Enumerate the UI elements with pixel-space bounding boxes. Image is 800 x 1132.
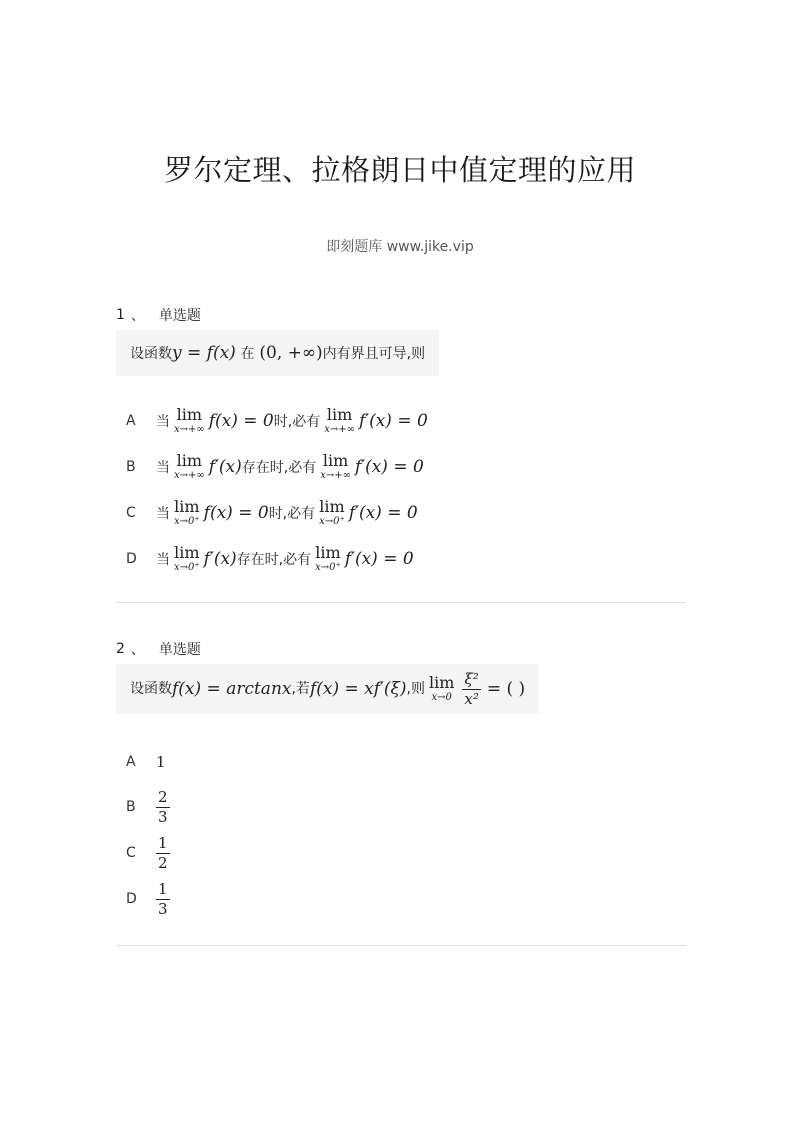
question-header bbox=[116, 304, 686, 326]
option-a[interactable] bbox=[116, 740, 686, 784]
option-content bbox=[156, 499, 418, 527]
cond-expression: f′(x) bbox=[203, 549, 237, 569]
cond-tail: 存在时,必有 bbox=[241, 460, 317, 476]
fraction-denominator: x² bbox=[464, 689, 479, 708]
option-d[interactable] bbox=[116, 536, 686, 582]
question-1 bbox=[116, 304, 686, 582]
option-content bbox=[156, 407, 428, 435]
option-d[interactable] bbox=[116, 876, 686, 922]
limit-operator bbox=[320, 453, 351, 481]
fraction-denominator: 3 bbox=[158, 807, 168, 826]
options-list bbox=[116, 740, 686, 922]
lim-word: lim bbox=[428, 673, 455, 692]
cond-tail: 时,必有 bbox=[268, 506, 316, 522]
lim-subscript: x→0⁺ bbox=[315, 562, 341, 573]
result-expression: f′(x) = 0 bbox=[344, 549, 414, 569]
stem-prefix: 设函数 bbox=[130, 681, 172, 697]
option-letter: D bbox=[126, 551, 137, 567]
lim-subscript: x→0⁺ bbox=[174, 516, 200, 527]
divider bbox=[116, 945, 686, 946]
lim-subscript: x→+∞ bbox=[320, 470, 351, 481]
option-cond-word: 当 bbox=[156, 460, 170, 476]
cond-tail: 存在时,必有 bbox=[236, 552, 312, 568]
options-list bbox=[116, 398, 686, 582]
lim-subscript: x→+∞ bbox=[174, 470, 205, 481]
source-line: 即刻题库 www.jike.vip bbox=[326, 239, 474, 255]
limit-operator bbox=[315, 545, 341, 573]
cond-expression: f(x) = 0 bbox=[203, 503, 269, 523]
lim-subscript: x→0⁺ bbox=[319, 516, 345, 527]
cond-tail: 时,必有 bbox=[273, 414, 321, 430]
option-letter: A bbox=[126, 413, 136, 429]
lim-word: lim bbox=[176, 451, 203, 470]
stem-mid: 在 bbox=[240, 346, 255, 362]
limit-operator bbox=[174, 407, 205, 435]
stem-formula: y = f(x) bbox=[172, 343, 236, 363]
stem-then: ,则 bbox=[406, 681, 425, 697]
option-letter: C bbox=[126, 845, 136, 861]
fraction-denominator: 3 bbox=[158, 899, 168, 918]
limit-operator bbox=[174, 499, 200, 527]
stem-equation: f(x) = xf′(ξ) bbox=[309, 679, 407, 699]
lim-subscript: x→+∞ bbox=[324, 424, 355, 435]
option-b[interactable] bbox=[116, 444, 686, 490]
fraction-denominator: 2 bbox=[158, 853, 168, 872]
option-content bbox=[156, 545, 414, 573]
option-c[interactable] bbox=[116, 490, 686, 536]
option-c[interactable] bbox=[116, 830, 686, 876]
stem-formula: f(x) = arctanx bbox=[172, 679, 292, 699]
option-cond-word: 当 bbox=[156, 414, 170, 430]
limit-operator bbox=[174, 453, 205, 481]
option-cond-word: 当 bbox=[156, 506, 170, 522]
divider bbox=[116, 602, 686, 603]
question-number: 2 bbox=[116, 641, 125, 657]
stem-interval: (0, +∞) bbox=[259, 343, 323, 363]
option-letter: D bbox=[126, 891, 137, 907]
cond-expression: f′(x) bbox=[208, 457, 242, 477]
option-content bbox=[156, 453, 424, 481]
lim-word: lim bbox=[315, 543, 341, 562]
lim-subscript: x→0⁺ bbox=[174, 562, 200, 573]
lim-word: lim bbox=[174, 497, 200, 516]
question-header bbox=[116, 638, 686, 660]
cond-expression: f(x) = 0 bbox=[208, 411, 274, 431]
question-separator: 、 bbox=[130, 642, 145, 658]
lim-subscript: x→+∞ bbox=[174, 424, 205, 435]
lim-word: lim bbox=[319, 497, 345, 516]
option-fraction bbox=[156, 879, 170, 918]
option-fraction bbox=[156, 833, 170, 872]
page-title: 罗尔定理、拉格朗日中值定理的应用 bbox=[163, 153, 636, 187]
stem-suffix: 内有界且可导,则 bbox=[322, 346, 426, 362]
lim-word: lim bbox=[322, 451, 349, 470]
option-content bbox=[156, 879, 170, 918]
fraction-numerator: 1 bbox=[158, 833, 168, 852]
fraction-numerator: 1 bbox=[158, 879, 168, 898]
question-type: 单选题 bbox=[158, 308, 201, 324]
stem-tail: = ( ) bbox=[486, 679, 526, 699]
option-letter: A bbox=[126, 754, 136, 770]
question-separator: 、 bbox=[130, 308, 145, 324]
lim-word: lim bbox=[326, 405, 353, 424]
option-value: 1 bbox=[156, 753, 166, 771]
question-stem bbox=[116, 330, 439, 376]
limit-operator bbox=[319, 499, 345, 527]
option-letter: C bbox=[126, 505, 136, 521]
limit-operator bbox=[174, 545, 200, 573]
question-type: 单选题 bbox=[158, 642, 201, 658]
result-expression: f′(x) = 0 bbox=[348, 503, 418, 523]
option-a[interactable] bbox=[116, 398, 686, 444]
result-expression: f′(x) = 0 bbox=[358, 411, 428, 431]
lim-word: lim bbox=[174, 543, 200, 562]
question-stem bbox=[116, 664, 539, 714]
option-letter: B bbox=[126, 459, 136, 475]
option-cond-word: 当 bbox=[156, 552, 170, 568]
question-2 bbox=[116, 638, 686, 922]
stem-fraction bbox=[462, 669, 480, 708]
option-b[interactable] bbox=[116, 784, 686, 830]
fraction-numerator: ξ² bbox=[464, 669, 479, 688]
option-content bbox=[156, 833, 170, 872]
option-content bbox=[156, 787, 170, 826]
option-content bbox=[156, 753, 166, 771]
result-expression: f′(x) = 0 bbox=[354, 457, 424, 477]
question-number: 1 bbox=[116, 307, 125, 323]
option-letter: B bbox=[126, 799, 136, 815]
option-fraction bbox=[156, 787, 170, 826]
limit-operator bbox=[429, 675, 454, 703]
lim-subscript: x→0 bbox=[431, 692, 452, 703]
limit-operator bbox=[324, 407, 355, 435]
stem-mid: ,若 bbox=[291, 681, 310, 697]
fraction-numerator: 2 bbox=[158, 787, 168, 806]
stem-prefix: 设函数 bbox=[130, 346, 172, 362]
lim-word: lim bbox=[176, 405, 203, 424]
